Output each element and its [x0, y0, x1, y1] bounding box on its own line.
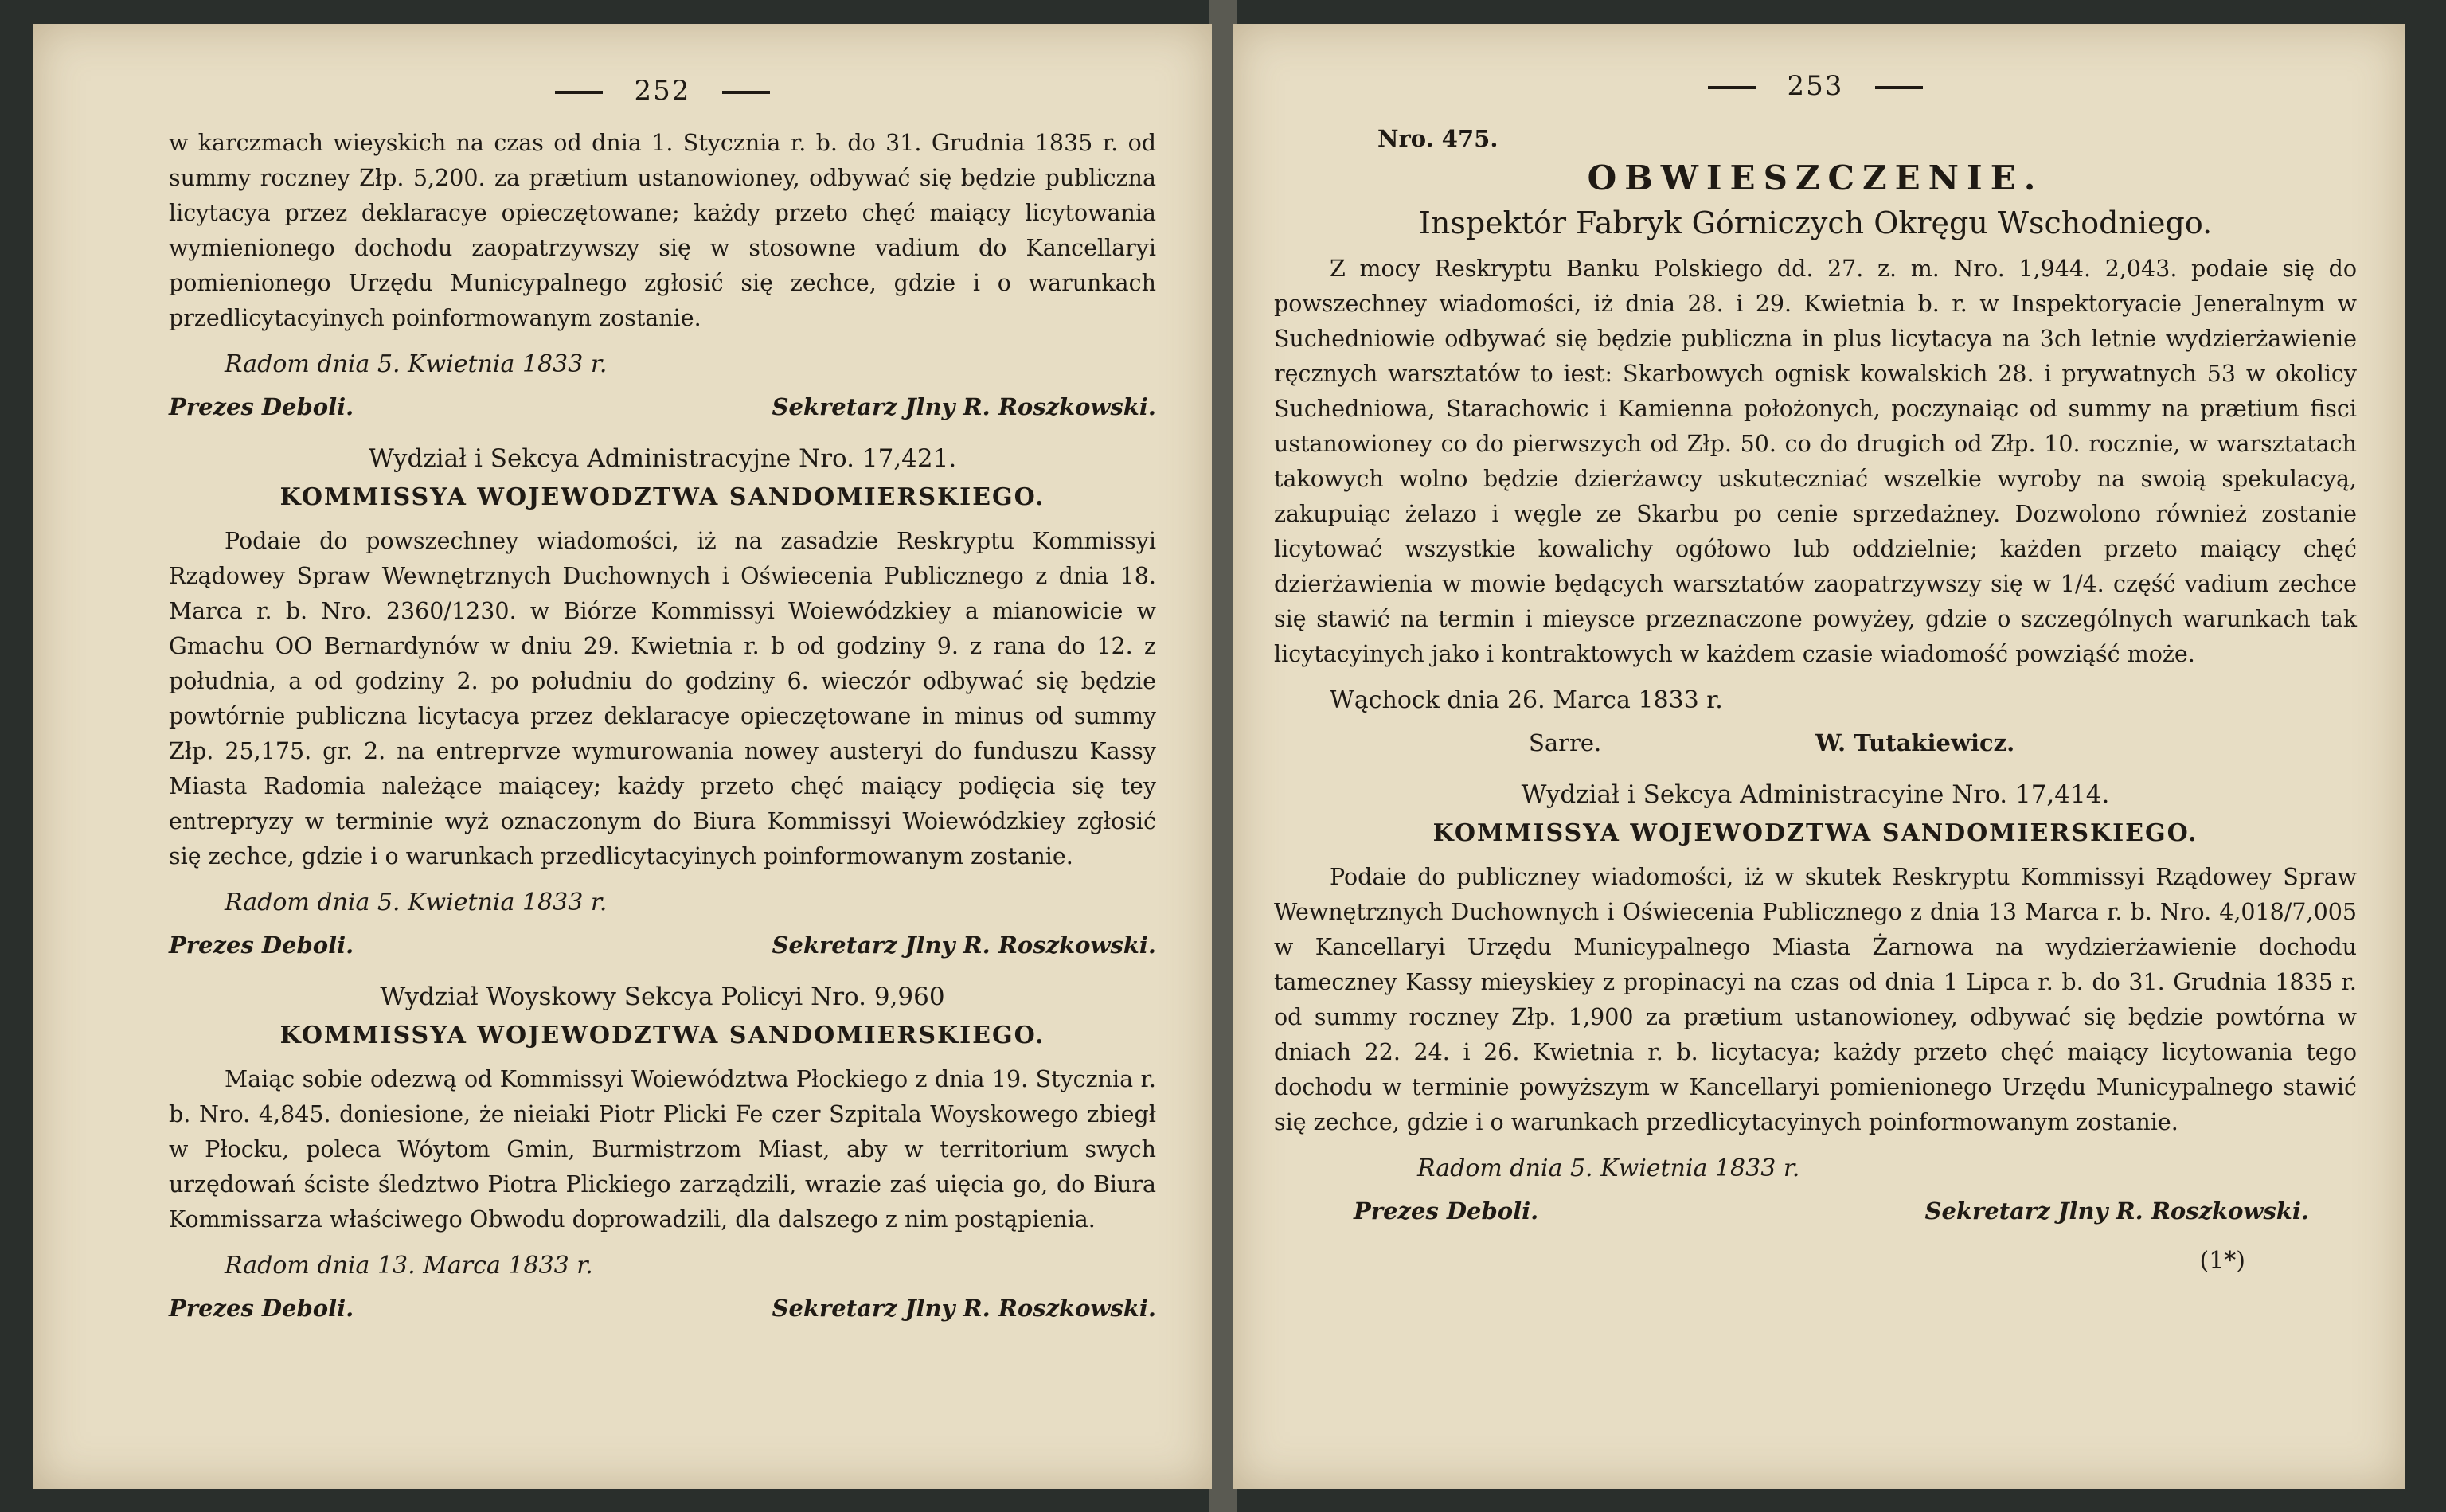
left-paragraph-1: w karczmach wieyskich na czas od dnia 1. Stycznia r. b. do 31. Grudnia 1835 r. od summy roczney Złp. 5,200. za prætium ustanowioney, odbywać się będzie publiczna licytacya przez deklaracye opieczętowane; każdy przeto chęć maiący licytowania wymienionego dochodu zaopatrzywszy się w stosowne vadium do Kancellaryi pomienionego Urzędu Municypalnego zgłosić się zechce, gdzie i o warunkach przedlicytacyinych poinformowanym zostanie. — [169, 130, 1156, 331]
left-notice-3-title: KOMMISSYA WOJEWODZTWA SANDOMIERSKIEGO. — [279, 1022, 1045, 1049]
signature-secretary: Sekretarz Jlny R. Roszkowski. — [1924, 1197, 2309, 1225]
signature-tutakiewicz: W. Tutakiewicz. — [1815, 729, 2015, 756]
dash-right — [722, 91, 770, 94]
signature-secretary: Sekretarz Jlny R. Roszkowski. — [772, 393, 1156, 420]
right-page — [1233, 24, 2405, 1489]
left-date-2: Radom dnia 5. Kwietnia 1833 r. — [225, 889, 608, 916]
signature-president: Prezes Deboli. — [169, 932, 354, 959]
dash-left — [1708, 86, 1756, 89]
page-number-text: 252 — [634, 75, 691, 107]
left-notice-2-header: Wydział i Sekcya Administracyjne Nro. 17,421. — [368, 444, 957, 473]
left-page — [33, 24, 1212, 1489]
left-notice-2-title: KOMMISSYA WOJEWODZTWA SANDOMIERSKIEGO. — [279, 483, 1045, 511]
left-paragraph-2: Podaie do powszechney wiadomości, iż na zasadzie Reskryptu Kommissyi Rządowey Spraw Wewnętrznych Duchownych i Oświecenia Publicznego z dnia 18. Marca r. b. Nro. 2360/1230. w Biórze Kommissyi Woiewódzkiey a mianowicie w Gmachu OO Bernardynów w dniu 29. Kwietnia r. b od godziny 9. z rana do 12. z południa, a od godziny 2. po południu do godziny 6. wieczór odbywać się będzie powtórnie publiczna licytacya przez deklaracye opieczętowane in minus od summy Złp. 25,175. gr. 2. na entreprvze wymurowania nowey austeryi do funduszu Kassy Miasta Radomia należące maiącey; każdy przeto chęć maiący podięcia się tey entrepryzy w terminie wyż oznaczonym do Biura Kommissyi Woiewódzkiey zgłosić się zechce, gdzie i o warunkach przedlicytacyinych poinformowanym zostanie. — [169, 528, 1156, 869]
left-date-3: Radom dnia 13. Marca 1833 r. — [225, 1252, 593, 1280]
signature-secretary: Sekretarz Jlny R. Roszkowski. — [772, 932, 1156, 959]
footer-mark: (1*) — [2199, 1247, 2245, 1275]
left-signatures-1 — [169, 389, 1156, 425]
left-paragraph-3: Maiąc sobie odezwą od Kommissyi Woiewództwa Płockiego z dnia 19. Stycznia r. b. Nro. 4,845. doniesione, że nieiaki Piotr Plicki Fe czer Szpitala Woyskowego zbiegł w Płocku, poleca Wóytom Gmin, Burmistrzom Miast, aby w territorium swych urzędowań ściste śledztwo Piotra Plickiego zarządzili, wrazie zaś uięcia go, do Biura Kommissarza właściwego Obwodu doprowadzili, dla dalszego z nim postąpienia. — [169, 1066, 1156, 1233]
right-paragraph-1: Z mocy Reskryptu Banku Polskiego dd. 27. z. m. Nro. 1,944. 2,043. podaie się do powszechney wiadomości, iż dnia 28. i 29. Kwietnia b. r. w Inspektoryacie Jeneralnym w Suchedniowie odbywać się będzie publiczna in plus licytacya na 3ch letnie wydzierżawienie ręcznych warsztatów to iest: Skarbowych ognisk kowalskich 28. i prywatnych 53 w okolicy Suchedniowa, Starachowic i Kamienna położonych, poczynaiąc od summy na prætium fisci ustanowioney co do pierwszych od Złp. 50. co do drugich od Złp. 10. rocznie, w warsztatach takowych wolno będzie dzierżawcy uskuteczniać wszelkie wyroby na swoią spekulacyą, zakupuiąc żelazo i węgle ze Skarbu po cenie sprzedażney. Dozwolono również zostanie licytować wszystkie kowalichy ogółowo lub oddzielnie; każden przeto maiący chęć dzierżawienia w mowie będących warsztatów zaopatrzywszy się w 1/4. część vadium zechce się stawić na termin i mieysce przeznaczone powyżey, gdzie o szczególnych warunkach tak licytacyinych jako i kontraktowych w każdem czasie wiadomość powziąść może. — [1274, 256, 2357, 667]
signature-president: Prezes Deboli. — [169, 1295, 354, 1322]
dash-left — [555, 91, 603, 94]
left-signatures-3 — [169, 1290, 1156, 1326]
signature-president: Prezes Deboli. — [1354, 1197, 1539, 1225]
right-notice-1-nro: Nro. 475. — [1377, 125, 1498, 152]
signature-president: Prezes Deboli. — [169, 393, 354, 420]
right-date-1: Wąchock dnia 26. Marca 1833 r. — [1330, 686, 1723, 714]
right-signatures-1 — [1274, 725, 2357, 761]
page-number-left — [169, 75, 1156, 107]
page-number-right — [1274, 70, 2357, 102]
left-signatures-2 — [169, 927, 1156, 963]
right-notice-1-subtitle: Inspektór Fabryk Górniczych Okręgu Wschodniego. — [1418, 205, 2213, 240]
signature-secretary: Sekretarz Jlny R. Roszkowski. — [772, 1295, 1156, 1322]
right-signatures-2 — [1274, 1193, 2357, 1229]
right-paragraph-2: Podaie do publiczney wiadomości, iż w skutek Reskryptu Kommissyi Rządowey Spraw Wewnętrznych Duchownych i Oświecenia Publicznego z dnia 13 Marca r. b. Nro. 4,018/7,005 w Kancellaryi Urzędu Municypalnego Miasta Żarnowa na wydzierżawienie dochodu tameczney Kassy mieyskiey z propinacyi na czas od dnia 1 Lipca r. b. do 31. Grudnia 1835 r. od summy roczney Złp. 1,900 za prætium ustanowioney, odbywać się będzie powtórna w dniach 22. 24. i 26. Kwietnia r. b. licytacya; każdy przeto chęć maiący licytowania tego dochodu w terminie powyższym w Kancellaryi pomienionego Urzędu Municypalnego stawić się zechce, gdzie i o warunkach przedlicytacyinych poinformowanym zostanie. — [1274, 864, 2357, 1135]
left-date-1: Radom dnia 5. Kwietnia 1833 r. — [225, 350, 608, 378]
dash-right — [1875, 86, 1923, 89]
page-number-text: 253 — [1787, 70, 1844, 102]
signature-sarre: Sarre. — [1529, 729, 1602, 756]
right-date-2: Radom dnia 5. Kwietnia 1833 r. — [1417, 1155, 1800, 1182]
right-notice-1-title: OBWIESZCZENIE. — [1587, 158, 2044, 197]
left-notice-3-header: Wydział Woyskowy Sekcya Policyi Nro. 9,960 — [380, 983, 945, 1011]
right-notice-2-header: Wydział i Sekcya Administracyine Nro. 17,414. — [1521, 780, 2110, 809]
right-notice-2-title: KOMMISSYA WOJEWODZTWA SANDOMIERSKIEGO. — [1432, 819, 2198, 847]
